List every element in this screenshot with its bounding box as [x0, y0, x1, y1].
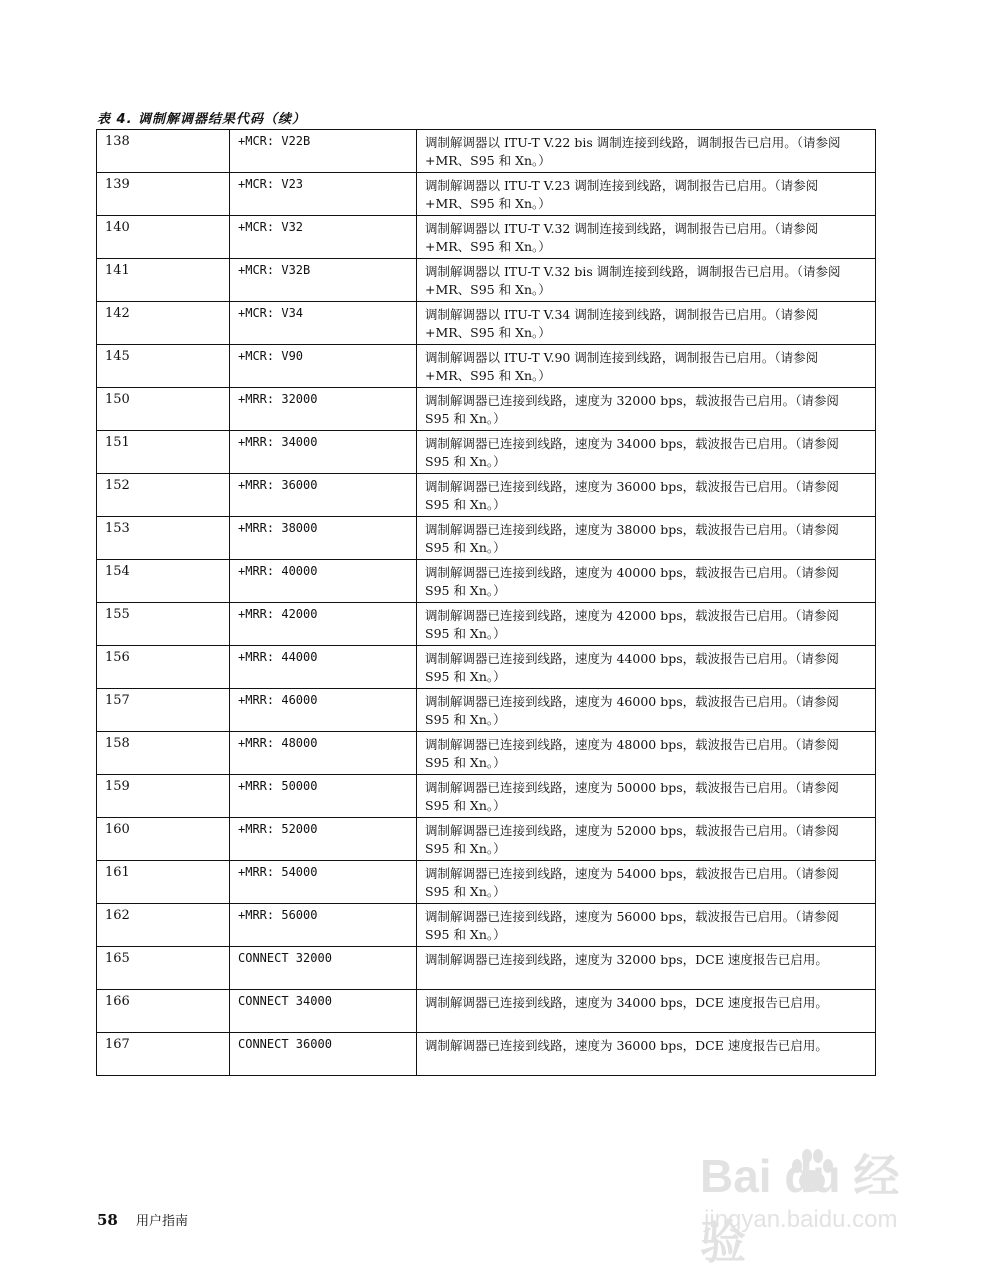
- description-cell: 调制解调器已连接到线路，速度为 42000 bps，载波报告已启用。（请参阅 S95 和 Xn。）: [417, 603, 876, 646]
- watermark-logo: Bai du 经验: [700, 1150, 900, 1268]
- code-cell: 145: [97, 345, 230, 388]
- result-cell: +MCR: V32: [230, 216, 417, 259]
- result-cell: +MCR: V23: [230, 173, 417, 216]
- code-cell: 151: [97, 431, 230, 474]
- description-cell: 调制解调器以 ITU-T V.32 调制连接到线路，调制报告已启用。（请参阅 +MR、S95 和 Xn。）: [417, 216, 876, 259]
- result-cell: CONNECT 32000: [230, 947, 417, 990]
- table-row: [97, 732, 876, 775]
- code-cell: 153: [97, 517, 230, 560]
- code-cell: 142: [97, 302, 230, 345]
- result-cell: +MRR: 48000: [230, 732, 417, 775]
- table-row: [97, 216, 876, 259]
- table-row: [97, 689, 876, 732]
- table-row: [97, 302, 876, 345]
- result-cell: CONNECT 34000: [230, 990, 417, 1033]
- code-cell: 156: [97, 646, 230, 689]
- code-cell: 152: [97, 474, 230, 517]
- table-row: [97, 646, 876, 689]
- result-cell: +MRR: 44000: [230, 646, 417, 689]
- table-row: [97, 259, 876, 302]
- result-cell: +MRR: 56000: [230, 904, 417, 947]
- description-cell: 调制解调器以 ITU-T V.23 调制连接到线路，调制报告已启用。（请参阅 +MR、S95 和 Xn。）: [417, 173, 876, 216]
- description-cell: 调制解调器已连接到线路，速度为 44000 bps，载波报告已启用。（请参阅 S95 和 Xn。）: [417, 646, 876, 689]
- baidu-watermark: [700, 1140, 940, 1268]
- table-row: [97, 474, 876, 517]
- code-cell: 166: [97, 990, 230, 1033]
- description-cell: 调制解调器已连接到线路，速度为 56000 bps，载波报告已启用。（请参阅 S95 和 Xn。）: [417, 904, 876, 947]
- description-cell: 调制解调器已连接到线路，速度为 52000 bps，载波报告已启用。（请参阅 S95 和 Xn。）: [417, 818, 876, 861]
- code-cell: 154: [97, 560, 230, 603]
- table-row: [97, 990, 876, 1033]
- table-row: [97, 603, 876, 646]
- description-cell: 调制解调器以 ITU-T V.90 调制连接到线路，调制报告已启用。（请参阅 +MR、S95 和 Xn。）: [417, 345, 876, 388]
- description-cell: 调制解调器已连接到线路，速度为 40000 bps，载波报告已启用。（请参阅 S95 和 Xn。）: [417, 560, 876, 603]
- result-cell: +MRR: 40000: [230, 560, 417, 603]
- result-cell: +MRR: 42000: [230, 603, 417, 646]
- description-cell: 调制解调器已连接到线路，速度为 38000 bps，载波报告已启用。（请参阅 S95 和 Xn。）: [417, 517, 876, 560]
- description-cell: 调制解调器已连接到线路，速度为 50000 bps，载波报告已启用。（请参阅 S95 和 Xn。）: [417, 775, 876, 818]
- watermark-url: jingyan.baidu.com: [704, 1206, 898, 1233]
- description-cell: 调制解调器已连接到线路，速度为 34000 bps，载波报告已启用。（请参阅 S95 和 Xn。）: [417, 431, 876, 474]
- description-cell: 调制解调器已连接到线路，速度为 48000 bps，载波报告已启用。（请参阅 S95 和 Xn。）: [417, 732, 876, 775]
- code-cell: 159: [97, 775, 230, 818]
- code-cell: 162: [97, 904, 230, 947]
- result-cell: CONNECT 36000: [230, 1033, 417, 1076]
- result-codes-table: [96, 129, 876, 1076]
- description-cell: 调制解调器已连接到线路，速度为 46000 bps，载波报告已启用。（请参阅 S95 和 Xn。）: [417, 689, 876, 732]
- table-row: [97, 1033, 876, 1076]
- code-cell: 141: [97, 259, 230, 302]
- table-row: [97, 173, 876, 216]
- code-cell: 155: [97, 603, 230, 646]
- result-cell: +MCR: V32B: [230, 259, 417, 302]
- table-row: [97, 388, 876, 431]
- code-cell: 161: [97, 861, 230, 904]
- result-cell: +MCR: V22B: [230, 130, 417, 173]
- code-cell: 138: [97, 130, 230, 173]
- code-cell: 165: [97, 947, 230, 990]
- result-cell: +MRR: 38000: [230, 517, 417, 560]
- result-cell: +MCR: V90: [230, 345, 417, 388]
- description-cell: 调制解调器已连接到线路，速度为 36000 bps，载波报告已启用。（请参阅 S95 和 Xn。）: [417, 474, 876, 517]
- code-cell: 160: [97, 818, 230, 861]
- code-cell: 157: [97, 689, 230, 732]
- result-cell: +MRR: 32000: [230, 388, 417, 431]
- result-cell: +MRR: 34000: [230, 431, 417, 474]
- result-cell: +MRR: 52000: [230, 818, 417, 861]
- table-row: [97, 775, 876, 818]
- table-row: [97, 130, 876, 173]
- description-cell: 调制解调器已连接到线路，速度为 54000 bps，载波报告已启用。（请参阅 S95 和 Xn。）: [417, 861, 876, 904]
- table-caption: 表 4. 调制解调器结果代码（续）: [97, 112, 307, 127]
- code-cell: 140: [97, 216, 230, 259]
- table-row: [97, 431, 876, 474]
- description-cell: 调制解调器已连接到线路，速度为 32000 bps，载波报告已启用。（请参阅 S95 和 Xn。）: [417, 388, 876, 431]
- code-cell: 150: [97, 388, 230, 431]
- table-row: [97, 560, 876, 603]
- page-number: 58: [97, 1211, 118, 1229]
- table-row: [97, 861, 876, 904]
- result-cell: +MCR: V34: [230, 302, 417, 345]
- table-row: [97, 345, 876, 388]
- paw-icon: [786, 1146, 838, 1198]
- book-title: 用户指南: [136, 1214, 189, 1229]
- description-cell: 调制解调器以 ITU-T V.22 bis 调制连接到线路，调制报告已启用。（请参阅 +MR、S95 和 Xn。）: [417, 130, 876, 173]
- description-cell: 调制解调器以 ITU-T V.32 bis 调制连接到线路，调制报告已启用。（请参阅 +MR、S95 和 Xn。）: [417, 259, 876, 302]
- code-cell: 158: [97, 732, 230, 775]
- table-row: [97, 517, 876, 560]
- code-cell: 167: [97, 1033, 230, 1076]
- table-row: [97, 904, 876, 947]
- code-cell: 139: [97, 173, 230, 216]
- table-row: [97, 818, 876, 861]
- result-cell: +MRR: 36000: [230, 474, 417, 517]
- result-cell: +MRR: 46000: [230, 689, 417, 732]
- result-cell: +MRR: 54000: [230, 861, 417, 904]
- result-cell: +MRR: 50000: [230, 775, 417, 818]
- table-row: [97, 947, 876, 990]
- description-cell: 调制解调器已连接到线路，速度为 32000 bps，DCE 速度报告已启用。: [417, 947, 876, 990]
- description-cell: 调制解调器已连接到线路，速度为 36000 bps，DCE 速度报告已启用。: [417, 1033, 876, 1076]
- description-cell: 调制解调器已连接到线路，速度为 34000 bps，DCE 速度报告已启用。: [417, 990, 876, 1033]
- page-footer: [97, 1210, 188, 1229]
- description-cell: 调制解调器以 ITU-T V.34 调制连接到线路，调制报告已启用。（请参阅 +MR、S95 和 Xn。）: [417, 302, 876, 345]
